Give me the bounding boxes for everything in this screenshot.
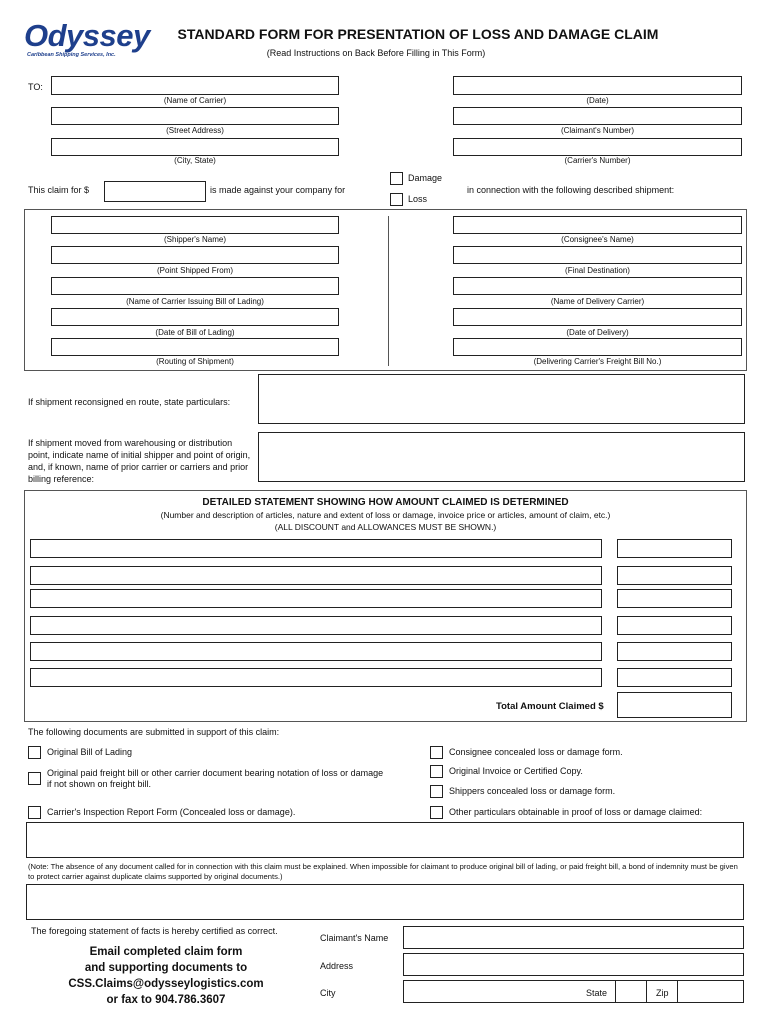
consignee-name-caption: (Consignee's Name) [561,235,634,244]
street-address-field[interactable] [51,107,339,125]
logo-tagline: Caribbean Shipping Services, Inc. [27,52,116,58]
date-field[interactable] [453,76,742,95]
statement-title: DETAILED STATEMENT SHOWING HOW AMOUNT CLAIMED IS DETERMINED [202,497,569,508]
claimant-name-field[interactable] [403,926,744,949]
final-destination-caption: (Final Destination) [565,266,630,275]
statement-line-5[interactable] [30,642,602,661]
state-label: State [586,988,608,998]
shipment-divider [388,216,389,366]
claimant-name-label: Claimant's Name [320,933,389,943]
claim-amount-label: This claim for $ [28,185,90,195]
form-subtitle: (Read Instructions on Back Before Filling in This Form) [266,48,486,58]
freight-bill-caption: (Delivering Carrier's Freight Bill No.) [533,357,662,366]
statement-amount-6[interactable] [617,668,732,687]
statement-amount-4[interactable] [617,616,732,635]
claimant-number-field[interactable] [453,107,742,125]
carrier-name-caption: (Name of Carrier) [163,96,227,105]
delivery-date-caption: (Date of Delivery) [566,328,629,337]
statement-discount-note: (ALL DISCOUNT and ALLOWANCES MUST BE SHOWN.) [274,522,497,532]
statement-line-1[interactable] [30,539,602,558]
warehousing-label: If shipment moved from warehousing or distribution point, indicate name of initial shipper and point of origin, and, if known, name of prior carrier or carriers and prior billing reference: [28,438,251,484]
zip-label: Zip [656,988,669,998]
to-label: TO: [28,82,43,92]
loss-label: Loss [408,194,428,204]
contact-line-2: and supporting documents to [84,962,248,974]
contact-fax: or fax to 904.786.3607 [106,994,226,1006]
delivery-carrier-caption: (Name of Delivery Carrier) [550,297,645,306]
bill-date-caption: (Date of Bill of Lading) [155,328,235,337]
inspection-report-checkbox[interactable] [28,806,41,819]
bill-of-lading-label: Original Bill of Lading [47,747,133,757]
consignee-name-field[interactable] [453,216,742,234]
shipper-name-caption: (Shipper's Name) [164,235,226,244]
consignee-form-label: Consignee concealed loss or damage form. [449,747,623,757]
consignee-form-checkbox[interactable] [430,746,443,759]
statement-amount-3[interactable] [617,589,732,608]
delivery-carrier-field[interactable] [453,277,742,295]
reconsigned-label: If shipment reconsigned en route, state particulars: [28,397,231,407]
claim-against-label: is made against your company for [210,185,346,195]
delivery-date-field[interactable] [453,308,742,326]
statement-amount-1[interactable] [617,539,732,558]
other-particulars-label: Other particulars obtainable in proof of loss or damage claimed: [449,807,703,817]
documents-intro: The following documents are submitted in support of this claim: [28,727,280,737]
shippers-form-checkbox[interactable] [430,785,443,798]
date-caption: (Date) [586,96,609,105]
freight-bill-field[interactable] [453,338,742,356]
statement-line-6[interactable] [30,668,602,687]
bill-date-field[interactable] [51,308,339,326]
damage-checkbox[interactable] [390,172,403,185]
claimant-number-caption: (Claimant's Number) [560,126,635,135]
carrier-number-field[interactable] [453,138,742,156]
routing-caption: (Routing of Shipment) [156,357,234,366]
inspection-report-label: Carrier's Inspection Report Form (Concealed loss or damage). [47,807,296,817]
statement-instructions: (Number and description of articles, nature and extent of loss or damage, invoice price or articles, amount of claim, etc.) [160,510,611,520]
total-amount-label: Total Amount Claimed $ [496,701,604,712]
contact-email[interactable]: CSS.Claims@odysseylogistics.com [68,978,264,990]
city-label: City [320,988,336,998]
other-particulars-checkbox[interactable] [430,806,443,819]
issuing-carrier-field[interactable] [51,277,339,295]
final-destination-field[interactable] [453,246,742,264]
explanation-field[interactable] [26,884,744,920]
statement-amount-2[interactable] [617,566,732,585]
form-title: STANDARD FORM FOR PRESENTATION OF LOSS AND DAMAGE CLAIM [177,26,659,42]
paid-freight-label: Original paid freight bill or other carrier document bearing notation of loss or damage if not shown on freight bill. [47,768,384,789]
total-amount-field[interactable] [617,692,732,718]
point-shipped-from-field[interactable] [51,246,339,264]
other-particulars-field[interactable] [26,822,744,858]
contact-line-1: Email completed claim form [89,946,243,958]
address-field[interactable] [403,953,744,976]
shipper-name-field[interactable] [51,216,339,234]
indemnity-note: (Note: The absence of any document called for in connection with this claim must be explained. When impossible for claimant to produce original bill of lading, or paid freight bill, a bond of indemnity must be given to protect carrier against duplicate claims supported by original documents.) [28,862,738,881]
state-field[interactable] [615,980,647,1003]
city-state-caption: (City, State) [174,156,216,165]
city-state-field[interactable] [51,138,339,156]
issuing-carrier-caption: (Name of Carrier Issuing Bill of Lading) [126,297,264,306]
paid-freight-checkbox[interactable] [28,772,41,785]
carrier-name-field[interactable] [51,76,339,95]
shippers-form-label: Shippers concealed loss or damage form. [449,786,616,796]
bill-of-lading-checkbox[interactable] [28,746,41,759]
original-invoice-label: Original Invoice or Certified Copy. [449,766,583,776]
carrier-number-caption: (Carrier's Number) [564,156,631,165]
statement-amount-5[interactable] [617,642,732,661]
warehousing-field[interactable] [258,432,745,482]
damage-label: Damage [408,173,443,183]
claim-amount-field[interactable] [104,181,206,202]
zip-field[interactable] [677,980,744,1003]
logo-wordmark: Odyssey [24,18,150,53]
company-logo [24,18,150,64]
street-address-caption: (Street Address) [166,126,224,135]
statement-line-2[interactable] [30,566,602,585]
reconsigned-field[interactable] [258,374,745,424]
routing-field[interactable] [51,338,339,356]
contact-block [30,944,302,1008]
loss-checkbox[interactable] [390,193,403,206]
statement-line-3[interactable] [30,589,602,608]
original-invoice-checkbox[interactable] [430,765,443,778]
point-shipped-from-caption: (Point Shipped From) [156,266,234,275]
address-label: Address [320,961,354,971]
certification-statement: The foregoing statement of facts is hereby certified as correct. [31,926,278,936]
shipment-connection-label: in connection with the following described shipment: [467,185,675,195]
statement-line-4[interactable] [30,616,602,635]
